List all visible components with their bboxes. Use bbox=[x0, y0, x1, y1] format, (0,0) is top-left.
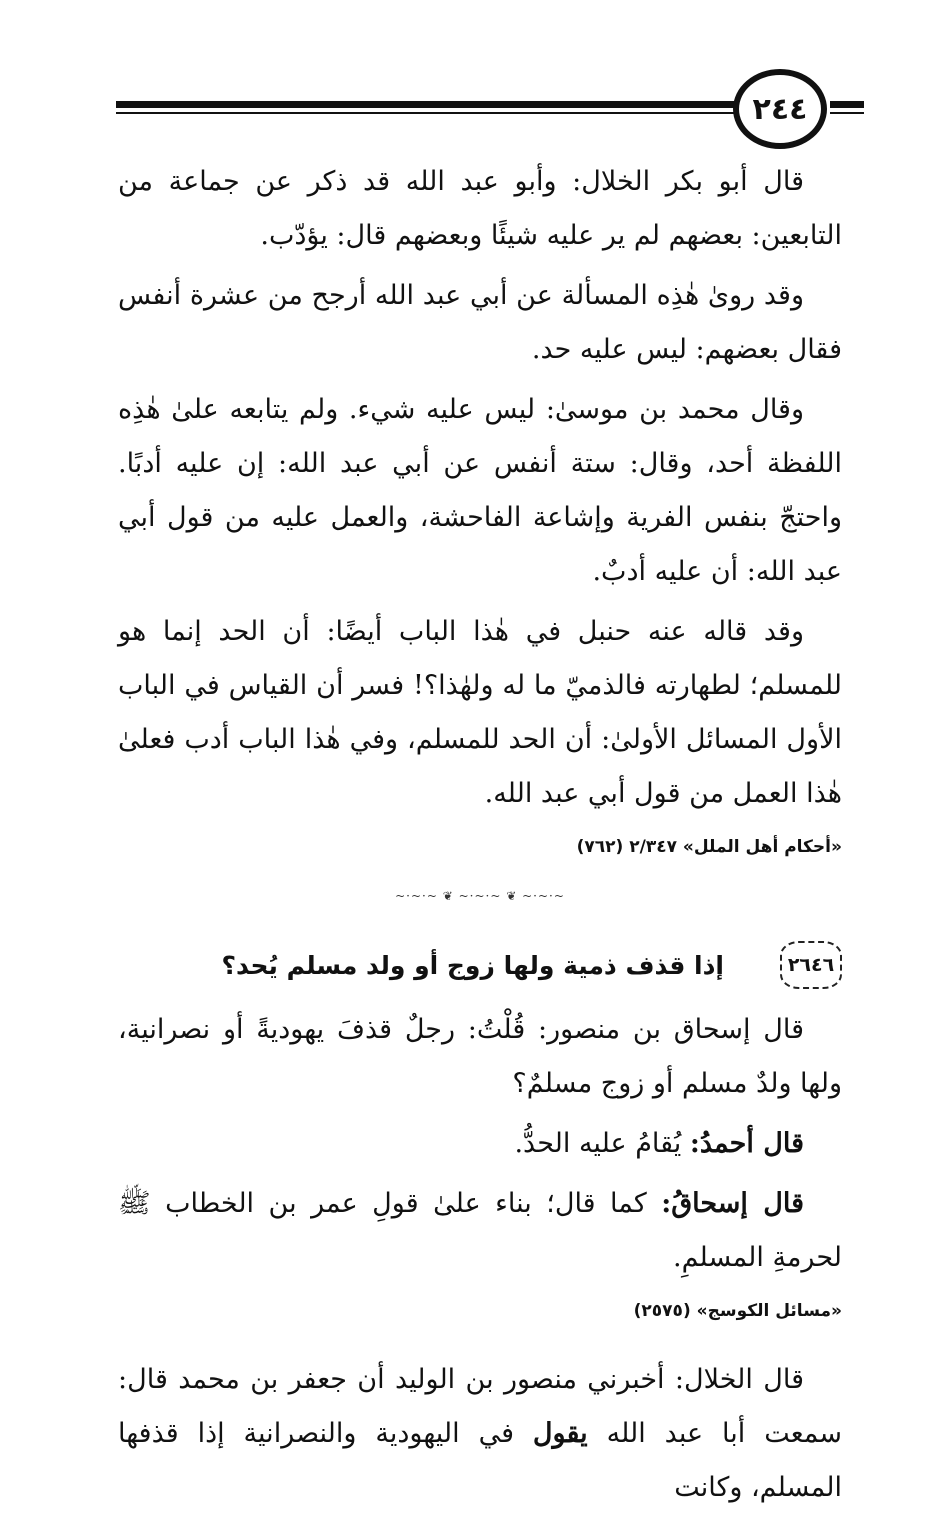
section-title: إذا قذف ذمية ولها زوج أو ولد مسلم يُحد؟ bbox=[221, 950, 724, 980]
paragraph-text: وقد قاله عنه حنبل في هٰذا الباب أيضًا: أن الحد إنما هو للمسلم؛ لطهارته فالذميّ ما له ولهٰذا؟! فسر أن القياس في الباب الأول المسائل الأولىٰ: أن الحد للمسلم، وفي هٰذا الباب أدب فعلىٰ هٰذا العمل من قول أبي عبد الله. bbox=[118, 616, 842, 809]
header-rule-right-thin bbox=[830, 112, 864, 114]
paragraph bbox=[118, 155, 842, 263]
paragraph bbox=[118, 269, 842, 377]
paragraph-text: وقال محمد بن موسىٰ: ليس عليه شيء. ولم يتابعه علىٰ هٰذِه اللفظة أحد، وقال: ستة أنفس عن أبي عبد الله: إن عليه أدبًا. واحتجّ بنفس الفرية وإشاعة الفاحشة، والعمل عليه من قول أبي عبد الله: أن عليه أدبٌ. bbox=[118, 394, 842, 587]
paragraph-text: في اليهودية والنصرانية إذا قذفها المسلم، وكانت bbox=[118, 1418, 842, 1503]
paragraph-text: قال أبو بكر الخلال: وأبو عبد الله قد ذكر عن جماعة من التابعين: بعضهم لم ير عليه شيئًا وبعضهم قال: يؤدّب. bbox=[118, 166, 842, 251]
paragraph bbox=[118, 383, 842, 599]
paragraph bbox=[118, 605, 842, 821]
source-citation: «أحكام أهل الملل» ٢/٣٤٧ (٧٦٢) bbox=[576, 837, 842, 857]
speaker-label: قال إسحاقُ: bbox=[661, 1188, 804, 1219]
paragraph-text: وقد روىٰ هٰذِه المسألة عن أبي عبد الله أرجح من عشرة أنفس فقال بعضهم: ليس عليه حد. bbox=[118, 280, 842, 365]
paragraph-text: يُقامُ عليه الحدُّ. bbox=[514, 1128, 690, 1159]
speaker-label: قال أحمدُ: bbox=[689, 1128, 804, 1159]
paragraph-text: قال إسحاق بن منصور: قُلْتُ: رجلٌ قذفَ يهوديةً أو نصرانية، ولها ولدٌ مسلم أو زوج مسلمٌ؟ bbox=[118, 1014, 842, 1099]
page-number: ٢٤٤ bbox=[733, 69, 827, 149]
paragraph bbox=[118, 1353, 842, 1515]
paragraph bbox=[118, 1003, 842, 1111]
header-rule bbox=[116, 101, 736, 108]
page-header bbox=[0, 0, 938, 150]
emphasis-text: يقول bbox=[532, 1418, 588, 1449]
source-citation: «مسائل الكوسج» (٢٥٧٥) bbox=[633, 1301, 842, 1321]
paragraph bbox=[118, 1117, 842, 1171]
section-heading bbox=[118, 935, 842, 995]
ornament-divider: ~·~·~ ❦ ~·~·~ ❦ ~·~·~ bbox=[395, 889, 565, 903]
header-rule-right bbox=[830, 101, 864, 108]
page-body bbox=[118, 155, 842, 1521]
section-number-badge: ٢٦٤٦ bbox=[780, 941, 842, 989]
paragraph-text: قال الخلال: أخبرني منصور بن الوليد أن جعفر بن محمد قال: سمعت أبا عبد الله bbox=[118, 1364, 842, 1449]
paragraph bbox=[118, 1177, 842, 1285]
paragraph-text: كما قال؛ بناء علىٰ قولِ عمر بن الخطاب ﷺ لحرمةِ المسلمِ. bbox=[118, 1188, 842, 1273]
header-rule-thin bbox=[116, 112, 736, 114]
